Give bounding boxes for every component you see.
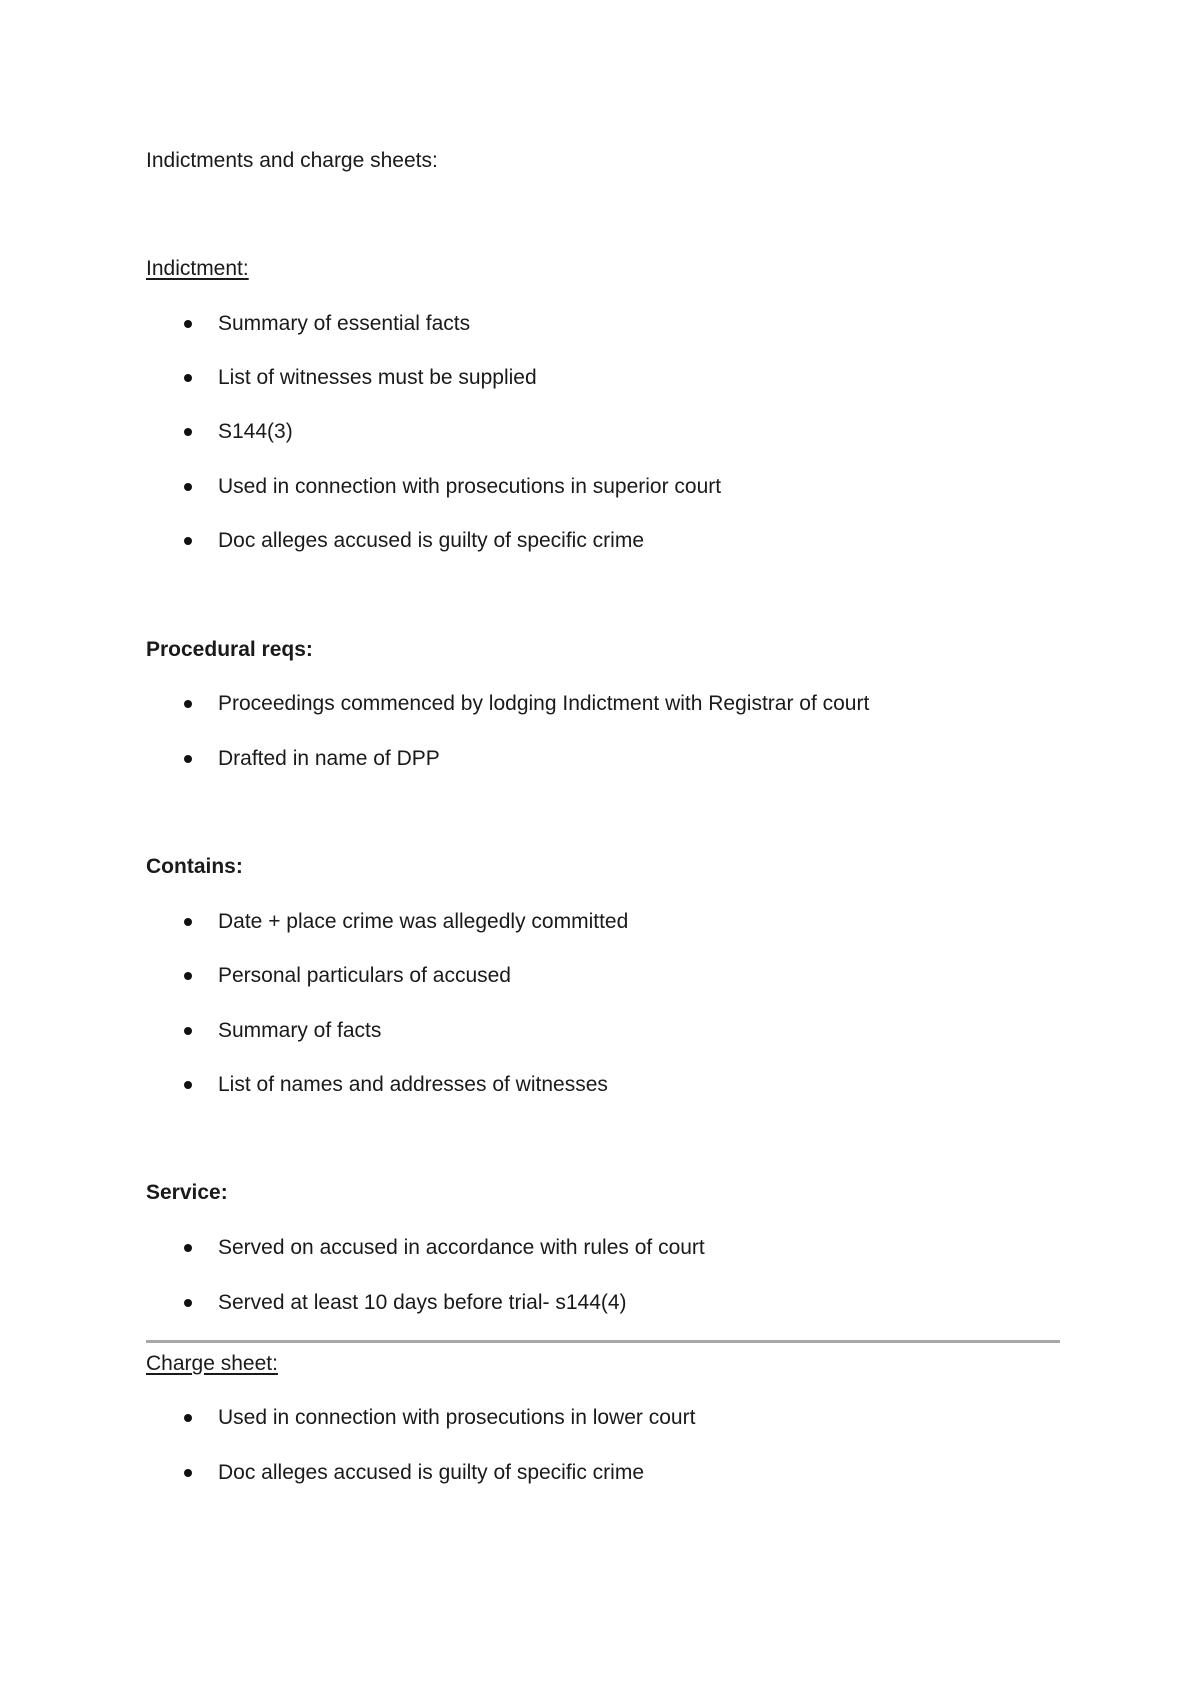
list-item-text: Served at least 10 days before trial- s144(4) — [218, 1291, 627, 1314]
section-heading-indictment: Indictment: — [146, 257, 249, 280]
bullet-icon — [184, 320, 192, 328]
bullet-icon — [184, 1244, 192, 1252]
bullet-icon — [184, 972, 192, 980]
bullet-icon — [184, 918, 192, 926]
bullet-icon — [184, 483, 192, 491]
list-item-text: Personal particulars of accused — [218, 964, 511, 987]
list-item-text: Date + place crime was allegedly committed — [218, 910, 629, 933]
list-item-text: List of witnesses must be supplied — [218, 366, 537, 389]
section-heading-procedural: Procedural reqs: — [146, 638, 313, 661]
bullet-icon — [184, 700, 192, 708]
section-heading-contains: Contains: — [146, 855, 243, 878]
section-heading-service: Service: — [146, 1181, 228, 1204]
horizontal-rule-divider — [146, 1340, 1060, 1343]
list-item-text: Served on accused in accordance with rules of court — [218, 1236, 705, 1259]
bullet-icon — [184, 755, 192, 763]
list-item-text: Proceedings commenced by lodging Indictment with Registrar of court — [218, 692, 870, 715]
list-item-text: S144(3) — [218, 420, 293, 443]
document-title: Indictments and charge sheets: — [146, 149, 438, 172]
list-item-text: Drafted in name of DPP — [218, 747, 440, 770]
section-heading-charge-sheet: Charge sheet: — [146, 1352, 278, 1375]
list-item-text: Summary of essential facts — [218, 312, 471, 335]
list-item-text: Used in connection with prosecutions in lower court — [218, 1406, 696, 1429]
bullet-icon — [184, 1414, 192, 1422]
bullet-icon — [184, 1081, 192, 1089]
bullet-icon — [184, 1027, 192, 1035]
bullet-icon — [184, 1299, 192, 1307]
list-item-text: List of names and addresses of witnesses — [218, 1073, 608, 1096]
bullet-icon — [184, 1469, 192, 1477]
list-item-text: Doc alleges accused is guilty of specific crime — [218, 529, 645, 552]
bullet-icon — [184, 428, 192, 436]
bullet-icon — [184, 537, 192, 545]
list-item-text: Used in connection with prosecutions in superior court — [218, 475, 722, 498]
bullet-icon — [184, 374, 192, 382]
list-item-text: Doc alleges accused is guilty of specific crime — [218, 1461, 645, 1484]
list-item-text: Summary of facts — [218, 1019, 382, 1042]
